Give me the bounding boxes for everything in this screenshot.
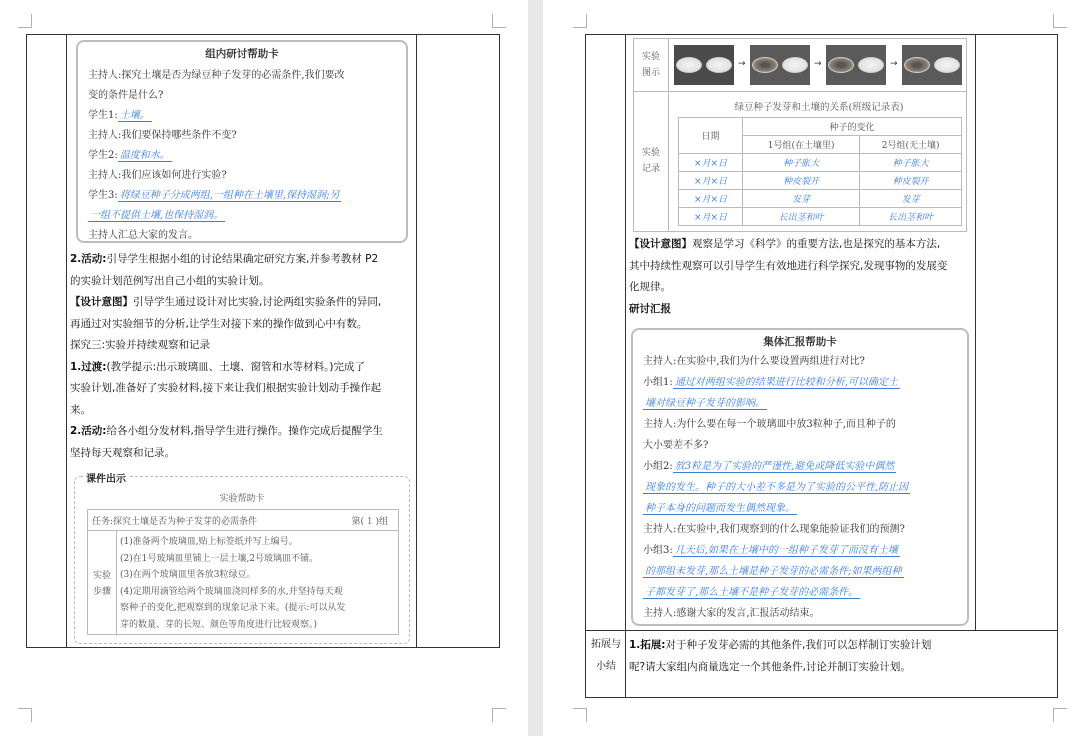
card-line xyxy=(643,436,708,451)
record-table xyxy=(678,117,962,226)
card-line xyxy=(643,541,900,556)
speaker-text: 主持人:在实验中,我们观察到的什么现象能验证我们的预测? xyxy=(643,524,905,535)
discussion-help-card xyxy=(76,40,408,243)
body-paragraph-line xyxy=(70,314,367,335)
paragraph-text: 坚持每天观察和记录。 xyxy=(70,446,175,459)
handwritten-answer: 土壤。 xyxy=(119,110,150,121)
paragraph-text: (教学提示:出示玻璃皿、土壤、窗管和水等材料。)完成了 xyxy=(106,360,365,373)
experiment-step: (3)在两个玻璃皿里各放3粒绿豆。 xyxy=(120,570,256,580)
experiment-photo xyxy=(826,45,886,85)
handwritten-answer: 子都发芽了,那么土壤不是种子发芽的必需条件。 xyxy=(645,587,859,598)
corner-mark xyxy=(492,708,506,722)
speaker-text: 小组1: xyxy=(643,377,673,388)
handwritten-answer: 壤对绿豆种子发芽的影响。 xyxy=(645,398,765,409)
speaker-text: 主持人:我们应该如何进行实验? xyxy=(88,170,227,181)
paragraph-text: 其中持续性观察可以引导学生有效地进行科学探究,发现事物的发展变 xyxy=(629,259,948,272)
body-paragraph-line xyxy=(70,421,383,442)
card-line xyxy=(88,66,345,81)
paragraph-text: 化规律。 xyxy=(629,281,671,293)
corner-mark xyxy=(18,708,32,722)
card-line xyxy=(88,106,152,121)
experiment-photo xyxy=(674,45,734,85)
bold-lead: 【设计意图】 xyxy=(70,296,133,308)
extension-label: 拓展与小结 xyxy=(591,639,621,672)
paragraph-text: 引导学生根据小组的讨论结果确定研究方案,并参考教材 P2 xyxy=(106,253,379,265)
corner-mark xyxy=(18,14,32,28)
paragraph-text: 观察是学习《科学》的重要方法,也是探究的基本方法, xyxy=(692,238,941,250)
speaker-text: 学生3: xyxy=(88,190,118,201)
experiment-figure-box xyxy=(633,38,967,232)
body-paragraph-line xyxy=(629,635,931,656)
speaker-text: 大小要差不多? xyxy=(643,440,709,451)
card-line xyxy=(88,226,198,241)
experiment-step: 察种子的变化,把观察到的现象记录下来。(提示:可以从发 xyxy=(120,603,346,613)
table-divider xyxy=(975,34,976,630)
body-paragraph-line xyxy=(70,443,175,464)
experiment-help-table xyxy=(87,509,399,635)
group1-cell: 发芽 xyxy=(743,190,860,208)
handwritten-answer: 的那组未发芽,那么土壤是种子发芽的必需条件;如果两组种 xyxy=(645,566,902,577)
body-paragraph-line xyxy=(70,292,381,313)
handwritten-answer: 放3粒是为了实验的严谨性,避免或降低实验中偶然 xyxy=(674,461,895,472)
body-paragraph-line xyxy=(629,256,947,277)
table-divider xyxy=(585,630,1058,631)
card-title: 组内研讨帮助卡 xyxy=(205,48,279,60)
card-line xyxy=(643,562,904,577)
experiment-photo xyxy=(750,45,810,85)
paragraph-text: 来。 xyxy=(70,403,91,416)
header-change: 种子的变化 xyxy=(743,118,962,136)
table-divider xyxy=(416,34,417,648)
speaker-text: 主持人:为什么要在每一个玻璃皿中放3粒种子,而且种子的 xyxy=(643,419,896,430)
group2-cell: 种皮裂开 xyxy=(860,172,962,190)
speaker-text: 小组2: xyxy=(643,461,673,472)
paragraph-text: 引导学生通过设计对比实验,讨论两组实验条件的异同, xyxy=(133,296,382,308)
table-row xyxy=(679,190,962,208)
arrow-icon: → xyxy=(738,59,746,69)
card-title: 集体汇报帮助卡 xyxy=(763,336,837,348)
body-paragraph-line xyxy=(629,299,671,320)
group2-cell: 长出茎和叶 xyxy=(860,208,962,226)
document-page-left xyxy=(0,0,528,736)
body-paragraph-line xyxy=(70,271,270,292)
table-divider xyxy=(625,34,626,698)
body-paragraph-line xyxy=(70,400,91,421)
date-cell: ×月×日 xyxy=(679,154,743,172)
date-cell: ×月×日 xyxy=(679,190,743,208)
corner-mark xyxy=(492,14,506,28)
card-line xyxy=(643,352,865,367)
group-number: 第( 1 )组 xyxy=(351,517,388,527)
body-paragraph-line xyxy=(70,249,378,270)
group1-cell: 长出茎和叶 xyxy=(743,208,860,226)
row-divider xyxy=(88,530,398,531)
bold-lead: 1.过渡: xyxy=(70,360,107,373)
paragraph-text: 探究三:实验并持续观察和记录 xyxy=(70,339,211,351)
report-help-card xyxy=(631,328,969,626)
bold-lead: 【设计意图】 xyxy=(629,238,692,250)
steps-label: 实验步骤 xyxy=(92,571,111,597)
card-line xyxy=(88,86,163,101)
table-row xyxy=(679,154,962,172)
arrow-icon: → xyxy=(814,59,822,69)
experiment-step: 芽的数量、芽的长短、颜色等角度进行比较观察。) xyxy=(120,619,318,630)
table-divider xyxy=(66,34,67,648)
header-group2: 2号组(无土壤) xyxy=(860,136,962,154)
col-divider xyxy=(116,530,117,636)
body-paragraph-line xyxy=(629,234,940,255)
card-line xyxy=(643,583,860,598)
record-label: 实验记录 xyxy=(641,148,660,174)
paragraph-text: 呢?请大家组内商量选定一个其他条件,讨论并制订实验计划。 xyxy=(629,661,911,673)
experiment-step: (4)定期用滴管给两个玻璃皿浇同样多的水,并坚持每天观 xyxy=(120,586,343,597)
bold-lead: 研讨汇报 xyxy=(629,302,671,315)
paragraph-text: 的实验计划范例写出自己小组的实验计划。 xyxy=(70,274,270,287)
col-divider xyxy=(668,39,669,231)
speaker-text: 主持人:感谢大家的发言,汇报活动结束。 xyxy=(643,608,820,619)
speaker-text: 主持人:我们要保持哪些条件不变? xyxy=(88,130,237,141)
body-paragraph-line xyxy=(70,378,381,399)
card-line xyxy=(643,373,900,388)
card-line xyxy=(88,126,237,141)
record-table-title: 绿豆种子发芽和土壤的关系(班级记录表) xyxy=(734,102,904,113)
group1-cell: 种皮裂开 xyxy=(743,172,860,190)
group1-cell: 种子胀大 xyxy=(743,154,860,172)
corner-mark xyxy=(573,708,587,722)
header-date: 日期 xyxy=(679,118,743,154)
courseware-box xyxy=(74,476,410,644)
table-row xyxy=(679,172,962,190)
paragraph-text: 实验计划,准备好了实验材料,接下来让我们根据实验计划动手操作起 xyxy=(70,382,382,394)
task-text: 任务:探究土壤是否为种子发芽的必需条件 xyxy=(92,517,258,527)
body-paragraph-line xyxy=(70,335,210,356)
speaker-text: 学生2: xyxy=(88,150,118,161)
handwritten-answer: 一组不提供土壤,也保持湿润。 xyxy=(90,210,224,221)
handwritten-answer: 将绿豆种子分成两组,一组种在土壤里,保持湿润;另 xyxy=(119,190,340,201)
handwritten-answer: 温度和水。 xyxy=(119,150,170,161)
table-row xyxy=(679,208,962,226)
speaker-text: 主持人汇总大家的发言。 xyxy=(88,230,198,241)
card-line xyxy=(88,206,225,221)
card-line xyxy=(88,186,341,201)
card-line xyxy=(88,146,172,161)
paragraph-text: 对于种子发芽必需的其他条件,我们可以怎样制订实验计划 xyxy=(665,639,932,651)
experiment-step: (2)在1号玻璃皿里铺上一层土壤,2号玻璃皿不铺。 xyxy=(120,553,319,564)
card-line xyxy=(643,478,910,493)
handwritten-answer: 种子本身的问题而发生偶然现象。 xyxy=(645,503,795,514)
body-paragraph-line xyxy=(70,357,365,378)
bold-lead: 1.拓展: xyxy=(629,639,666,651)
handwritten-answer: 通过对两组实验的结果进行比较和分析,可以确定土 xyxy=(674,377,898,388)
card-line xyxy=(643,457,896,472)
experiment-photo xyxy=(902,45,962,85)
card-line xyxy=(643,415,896,430)
speaker-text: 变的条件是什么? xyxy=(88,90,164,101)
card-line xyxy=(643,499,797,514)
figure-label: 实验图示 xyxy=(641,52,660,78)
handwritten-answer: 几天后,如果在土壤中的一组种子发芽了而没有土壤 xyxy=(674,545,898,556)
card-line xyxy=(643,394,767,409)
bold-lead: 2.活动: xyxy=(70,253,107,265)
card-line xyxy=(643,520,905,535)
corner-mark xyxy=(1053,708,1067,722)
courseware-tag: 课件出示 xyxy=(83,470,129,485)
experiment-step: (1)准备两个玻璃皿,贴上标签纸并写上编号。 xyxy=(120,537,298,547)
row-divider xyxy=(634,91,966,92)
body-paragraph-line xyxy=(629,657,911,678)
body-paragraph-line xyxy=(629,277,671,298)
help-card-title: 实验帮助卡 xyxy=(219,494,265,504)
header-group1: 1号组(在土壤里) xyxy=(743,136,860,154)
corner-mark xyxy=(573,14,587,28)
speaker-text: 主持人:探究土壤是否为绿豆种子发芽的必需条件,我们要改 xyxy=(88,70,345,81)
card-line xyxy=(643,604,820,619)
paragraph-text: 给各小组分发材料,指导学生进行操作。操作完成后提醒学生 xyxy=(106,425,383,437)
arrow-icon: → xyxy=(890,59,898,69)
paragraph-text: 再通过对实验细节的分析,让学生对接下来的操作做到心中有数。 xyxy=(70,317,368,330)
group2-cell: 种子胀大 xyxy=(860,154,962,172)
speaker-text: 学生1: xyxy=(88,110,118,121)
speaker-text: 主持人:在实验中,我们为什么要设置两组进行对比? xyxy=(643,356,865,367)
date-cell: ×月×日 xyxy=(679,172,743,190)
group2-cell: 发芽 xyxy=(860,190,962,208)
card-line xyxy=(88,166,227,181)
corner-mark xyxy=(1053,14,1067,28)
handwritten-answer: 现象的发生。种子的大小差不多是为了实验的公平性,防止因 xyxy=(645,482,909,493)
speaker-text: 小组3: xyxy=(643,545,673,556)
bold-lead: 2.活动: xyxy=(70,425,107,437)
document-page-right xyxy=(543,0,1080,736)
date-cell: ×月×日 xyxy=(679,208,743,226)
